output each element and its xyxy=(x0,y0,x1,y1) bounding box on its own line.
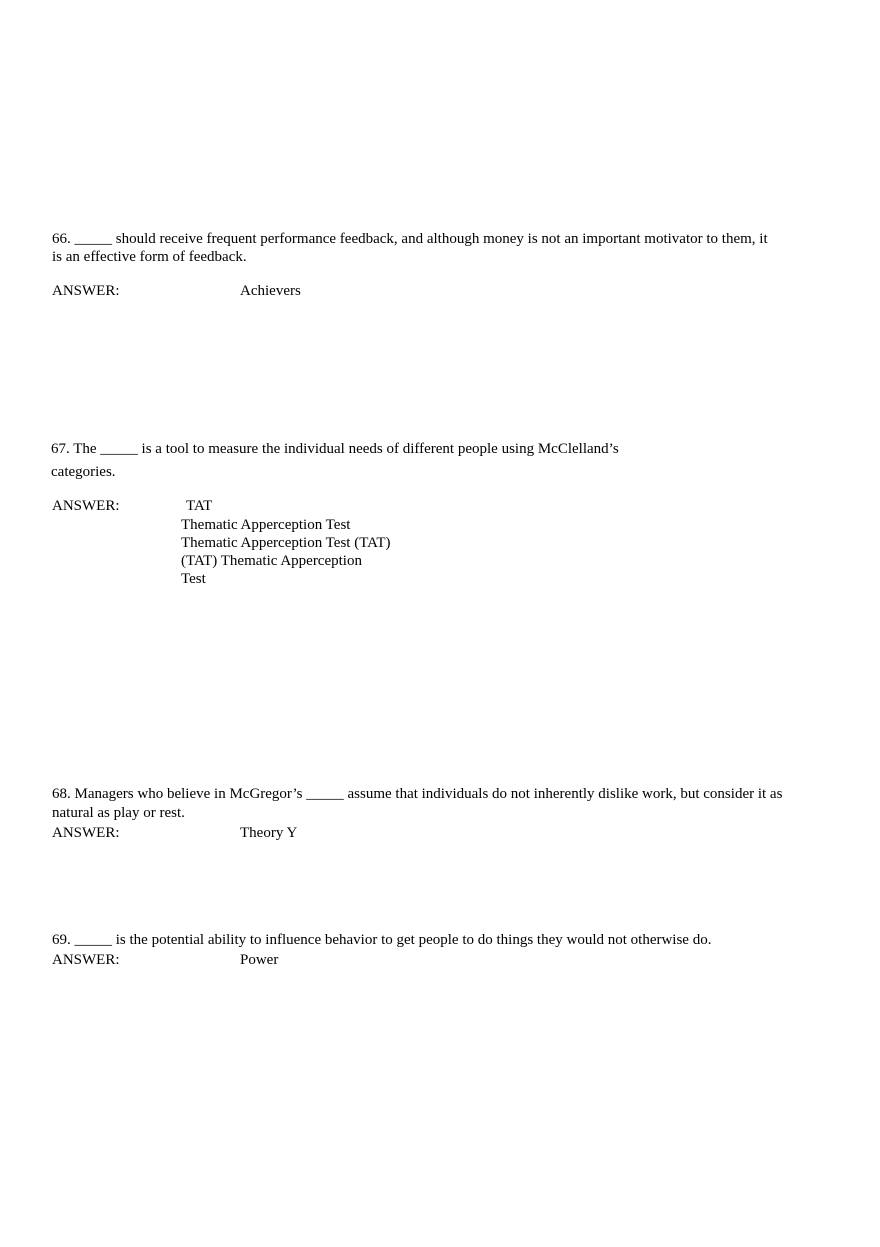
answer-value: Power xyxy=(240,952,279,968)
question-text: is an effective form of feedback. xyxy=(52,249,247,265)
answer-value: (TAT) Thematic Apperception xyxy=(181,553,362,569)
answer-label: ANSWER: xyxy=(52,498,120,514)
answer-label: ANSWER: xyxy=(52,825,120,841)
answer-value: Thematic Apperception Test (TAT) xyxy=(181,535,391,551)
question-text: categories. xyxy=(51,464,116,480)
question-text: 68. Managers who believe in McGregor’s _____ assume that individuals do not inherently dislike work, but consider it as xyxy=(52,786,783,802)
answer-value: Achievers xyxy=(240,283,301,299)
answer-value: Theory Y xyxy=(240,825,298,841)
answer-value: Thematic Apperception Test xyxy=(181,517,351,533)
question-text: natural as play or rest. xyxy=(52,805,185,821)
question-text: 67. The _____ is a tool to measure the individual needs of different people using McClelland’s xyxy=(51,441,619,457)
answer-label: ANSWER: xyxy=(52,952,120,968)
answer-value: TAT xyxy=(186,498,213,514)
answer-label: ANSWER: xyxy=(52,283,120,299)
question-text: 69. _____ is the potential ability to influence behavior to get people to do things they would not otherwise do. xyxy=(52,932,712,948)
answer-value: Test xyxy=(181,571,206,587)
question-text: 66. _____ should receive frequent performance feedback, and although money is not an important motivator to them, it xyxy=(52,231,768,247)
